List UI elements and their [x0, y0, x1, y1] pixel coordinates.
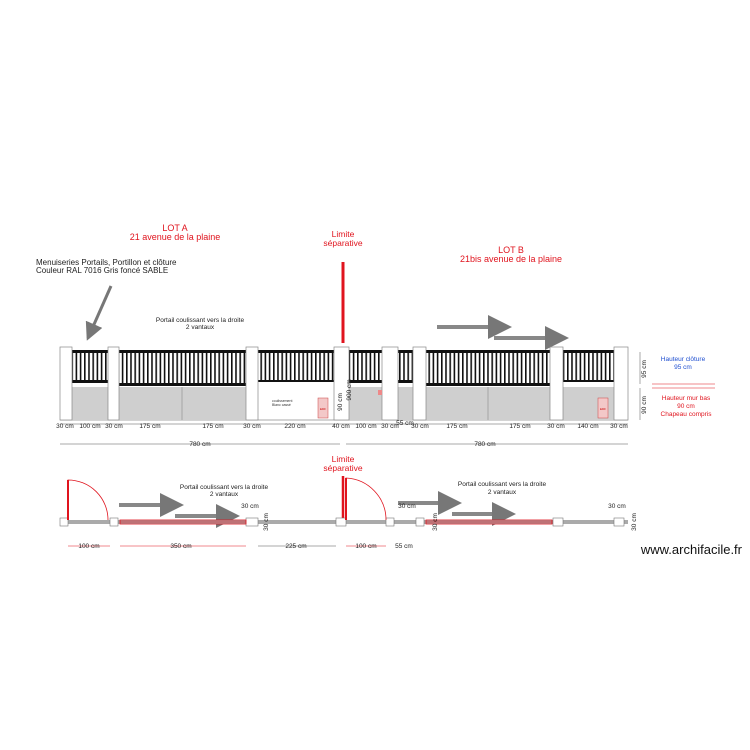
svg-text:30 cm: 30 cm [56, 423, 74, 430]
svg-text:175 cm: 175 cm [139, 423, 161, 430]
svg-text:30 cm: 30 cm [547, 423, 565, 430]
portail-note-a-line1: Portail coulissant vers la droite [155, 317, 245, 324]
portail-note-plan-a-line2: 2 vantaux [209, 491, 239, 498]
coulissement-line2: Blanc cassé [272, 403, 291, 407]
limite-subtitle-bottom: séparative [323, 463, 363, 473]
limite-title-top: Limite [331, 229, 355, 239]
hauteur-mur-value: 90 cm [677, 403, 695, 410]
menuiserie-line1: Menuiseries Portails, Portillon et clôture [36, 258, 177, 267]
dim-100-plan-b: 100 cm [355, 543, 377, 550]
dim-100-plan: 100 cm [78, 543, 100, 550]
svg-text:30 cm: 30 cm [610, 423, 628, 430]
hauteur-cloture-value: 95 cm [674, 364, 692, 371]
lot-a-title: LOT A [162, 223, 188, 233]
portail-note-plan-b-line2: 2 vantaux [487, 489, 517, 496]
watermark: www.archifacile.fr [640, 542, 742, 557]
pointer-arrow [88, 286, 111, 338]
gate-panel [119, 387, 246, 420]
portail-note-plan-a-line1: Portail coulissant vers la droite [179, 484, 269, 491]
dimension-row [56, 420, 628, 430]
svg-text:30 cm: 30 cm [105, 423, 123, 430]
svg-text:220 cm: 220 cm [284, 423, 306, 430]
svg-text:175 cm: 175 cm [446, 423, 468, 430]
dim-90-vertical: 90 cm [337, 393, 344, 411]
dim-225-plan: 225 cm [285, 543, 307, 550]
limite-title-bottom: Limite [331, 454, 355, 464]
svg-text:30 cm: 30 cm [243, 423, 261, 430]
dim-30-plan-vertical: 30 cm [263, 513, 270, 531]
hauteur-mur-note: Chapeau compris [660, 411, 712, 418]
low-wall [398, 387, 413, 420]
limite-subtitle-top: séparative [323, 238, 363, 248]
svg-text:140 cm: 140 cm [577, 423, 599, 430]
dim-780-lot-b: 780 cm [474, 441, 496, 448]
portail-note-plan-b-line1: Portail coulissant vers la droite [457, 481, 547, 488]
dim-30-plan: 30 cm [398, 503, 416, 510]
low-wall [349, 387, 382, 420]
dim-95-vertical: 95 cm [641, 360, 648, 378]
svg-text:100 cm: 100 cm [79, 423, 101, 430]
svg-text:175 cm: 175 cm [509, 423, 531, 430]
svg-text:55 cm: 55 cm [396, 420, 414, 427]
meter-box-label: EDF [320, 407, 326, 411]
hauteur-mur-label: Hauteur mur bas [661, 395, 711, 402]
dim-55-plan: 55 cm [395, 543, 413, 550]
dim-350-plan: 350 cm [170, 543, 192, 550]
lot-b-address: 21bis avenue de la plaine [459, 254, 563, 264]
dim-30-plan-vertical: 30 cm [432, 513, 439, 531]
lot-b-title: LOT B [498, 245, 524, 255]
dim-30-plan: 30 cm [241, 503, 259, 510]
svg-text:100 cm: 100 cm [355, 423, 377, 430]
portail-note-a-line2: 2 vantaux [185, 324, 215, 331]
menuiserie-line2: Couleur RAL 7016 Gris foncé SABLE [36, 266, 169, 275]
dim-780-lot-a: 780 cm [189, 441, 211, 448]
svg-text:30 cm: 30 cm [411, 423, 429, 430]
meter-box-label: EDF [600, 407, 606, 411]
dim-30-plan-vertical: 30 cm [631, 513, 638, 531]
hauteur-cloture-label: Hauteur clôture [660, 356, 706, 363]
svg-text:40 cm: 40 cm [332, 423, 350, 430]
svg-text:30 cm: 30 cm [381, 423, 399, 430]
dim-900-vertical: 900 cm [346, 379, 353, 401]
low-wall [72, 387, 108, 420]
lot-a-address: 21 avenue de la plaine [129, 232, 221, 242]
coulissement-line1: coulissement [272, 399, 293, 403]
svg-text:175 cm: 175 cm [202, 423, 224, 430]
dim-30-plan: 30 cm [608, 503, 626, 510]
dim-90-vertical-right: 90 cm [641, 396, 648, 414]
